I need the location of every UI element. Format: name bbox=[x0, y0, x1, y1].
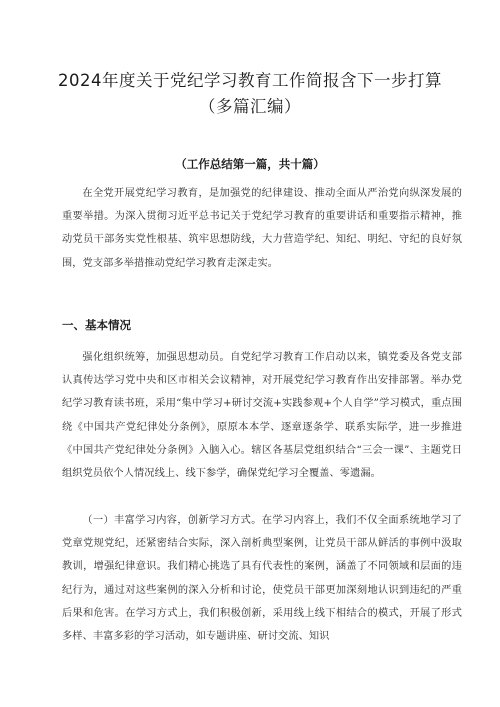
section-heading: （工作总结第一篇，共十篇） bbox=[175, 157, 325, 171]
document-title-line2: （多篇汇编） bbox=[199, 97, 301, 116]
paragraph-organization: 强化组织统筹，加强思想动员。自党纪学习教育工作启动以来，镇党委及各党支部认真传达学习党中央和区市相关会议精神，对开展党纪学习教育作出安排部署。举办党纪学习教育读书班，采用“集中学习+研讨交流+实践参观+个人自学”学习模式，重点围绕《中国共产党纪律处分条例》，原原本本学、逐章逐条学、联系实际学，进一步推进《中国共产党纪律处分条例》入脑入心。辖区各基层党组织结合“三会一课”、主题党日组织党员依个人情况线上、线下参学，确保党纪学习全覆盖、零遗漏。 bbox=[62, 352, 462, 480]
document-title-line1: 2024年度关于党纪学习教育工作简报含下一步打算 bbox=[58, 71, 442, 90]
heading-basic-situation: 一、基本情况 bbox=[62, 318, 131, 332]
intro-paragraph: 在全党开展党纪学习教育，是加强党的纪律建设、推动全面从严治党向纵深发展的重要举措。为深入贯彻习近平总书记关于党纪学习教育的重要讲话和重要指示精神，推动党员干部务实党性根基、筑牢思想防线，大力营造学纪、知纪、明纪、守纪的良好氛围，党支部多举措推动党纪学习教育走深走实。 bbox=[62, 188, 462, 269]
paragraph-learning-content: （一）丰富学习内容，创新学习方式。在学习内容上，我们不仅全面系统地学习了党章党规党纪，还紧密结合实际，深入剖析典型案例，让党员干部从鲜活的事例中汲取教训，增强纪律意识。我们精心挑选了具有代表性的案例，涵盖了不同领域和层面的违纪行为，通过对这些案例的深入分析和讨论，使党员干部更加深刻地认识到违纪的严重后果和危害。在学习方式上，我们积极创新，采用线上线下相结合的模式，开展了形式多样、丰富多彩的学习活动，如专题讲座、研讨交流、知识 bbox=[62, 515, 462, 643]
